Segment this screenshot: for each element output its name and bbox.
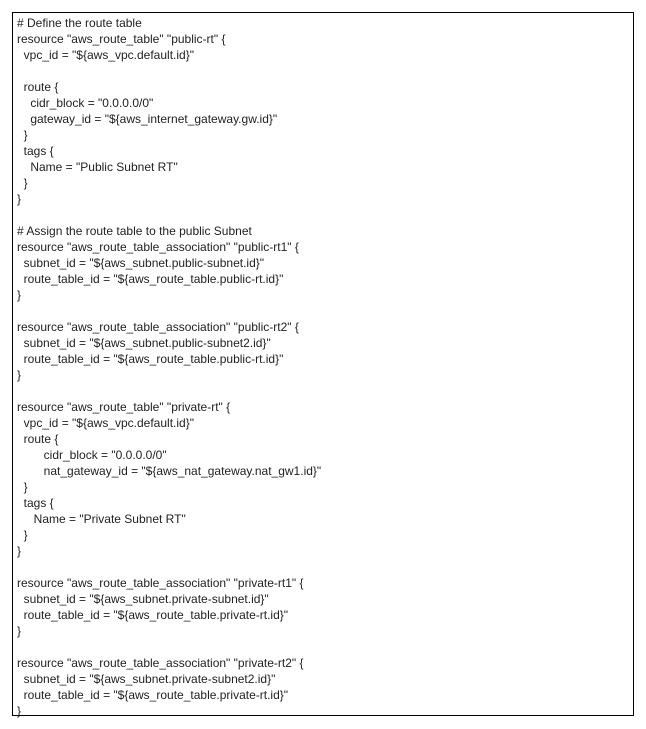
code-line: route_table_id = "${aws_route_table.public-rt.id}" — [17, 352, 284, 366]
code-line: nat_gateway_id = "${aws_nat_gateway.nat_gw1.id}" — [17, 464, 322, 478]
code-line: subnet_id = "${aws_subnet.public-subnet.id}" — [17, 256, 265, 270]
code-line: route_table_id = "${aws_route_table.private-rt.id}" — [17, 688, 289, 702]
code-line — [17, 383, 633, 399]
code-line: } — [17, 704, 22, 718]
code-line: resource "aws_route_table_association" "public-rt2" { — [17, 320, 299, 334]
code-line: resource "aws_route_table_association" "private-rt2" { — [17, 656, 304, 670]
code-line — [17, 639, 633, 655]
code-line: subnet_id = "${aws_subnet.private-subnet.id}" — [17, 592, 269, 606]
code-line: gateway_id = "${aws_internet_gateway.gw.id}" — [17, 112, 278, 126]
code-line: tags { — [17, 496, 54, 510]
code-line — [17, 207, 633, 223]
code-line — [17, 63, 633, 79]
code-line: Name = "Public Subnet RT" — [17, 160, 178, 174]
code-line: route { — [17, 432, 59, 446]
code-line — [17, 559, 633, 575]
code-line: resource "aws_route_table_association" "private-rt1" { — [17, 576, 304, 590]
code-line: vpc_id = "${aws_vpc.default.id}" — [17, 48, 194, 62]
code-line: } — [17, 192, 22, 206]
code-line: } — [17, 176, 28, 190]
code-line: # Define the route table — [17, 16, 142, 30]
code-line: } — [17, 480, 28, 494]
code-line: } — [17, 528, 28, 542]
code-line: } — [17, 624, 22, 638]
code-line: route_table_id = "${aws_route_table.private-rt.id}" — [17, 608, 289, 622]
code-line: subnet_id = "${aws_subnet.public-subnet2.id}" — [17, 336, 271, 350]
code-line: cidr_block = "0.0.0.0/0" — [17, 96, 154, 110]
code-line: vpc_id = "${aws_vpc.default.id}" — [17, 416, 194, 430]
code-line: # Assign the route table to the public Subnet — [17, 224, 252, 238]
code-line: cidr_block = "0.0.0.0/0" — [17, 448, 167, 462]
code-line: } — [17, 288, 22, 302]
code-line: } — [17, 544, 22, 558]
code-line: resource "aws_route_table_association" "public-rt1" { — [17, 240, 299, 254]
code-block — [12, 12, 634, 716]
code-line: route_table_id = "${aws_route_table.public-rt.id}" — [17, 272, 284, 286]
code-line: } — [17, 368, 22, 382]
code-line: subnet_id = "${aws_subnet.private-subnet2.id}" — [17, 672, 276, 686]
code-line: resource "aws_route_table" "private-rt" { — [17, 400, 231, 414]
code-line — [17, 303, 633, 319]
code-line: tags { — [17, 144, 54, 158]
code-line: resource "aws_route_table" "public-rt" { — [17, 32, 226, 46]
code-line: Name = "Private Subnet RT" — [17, 512, 186, 526]
code-line: route { — [17, 80, 59, 94]
code-line: } — [17, 128, 28, 142]
